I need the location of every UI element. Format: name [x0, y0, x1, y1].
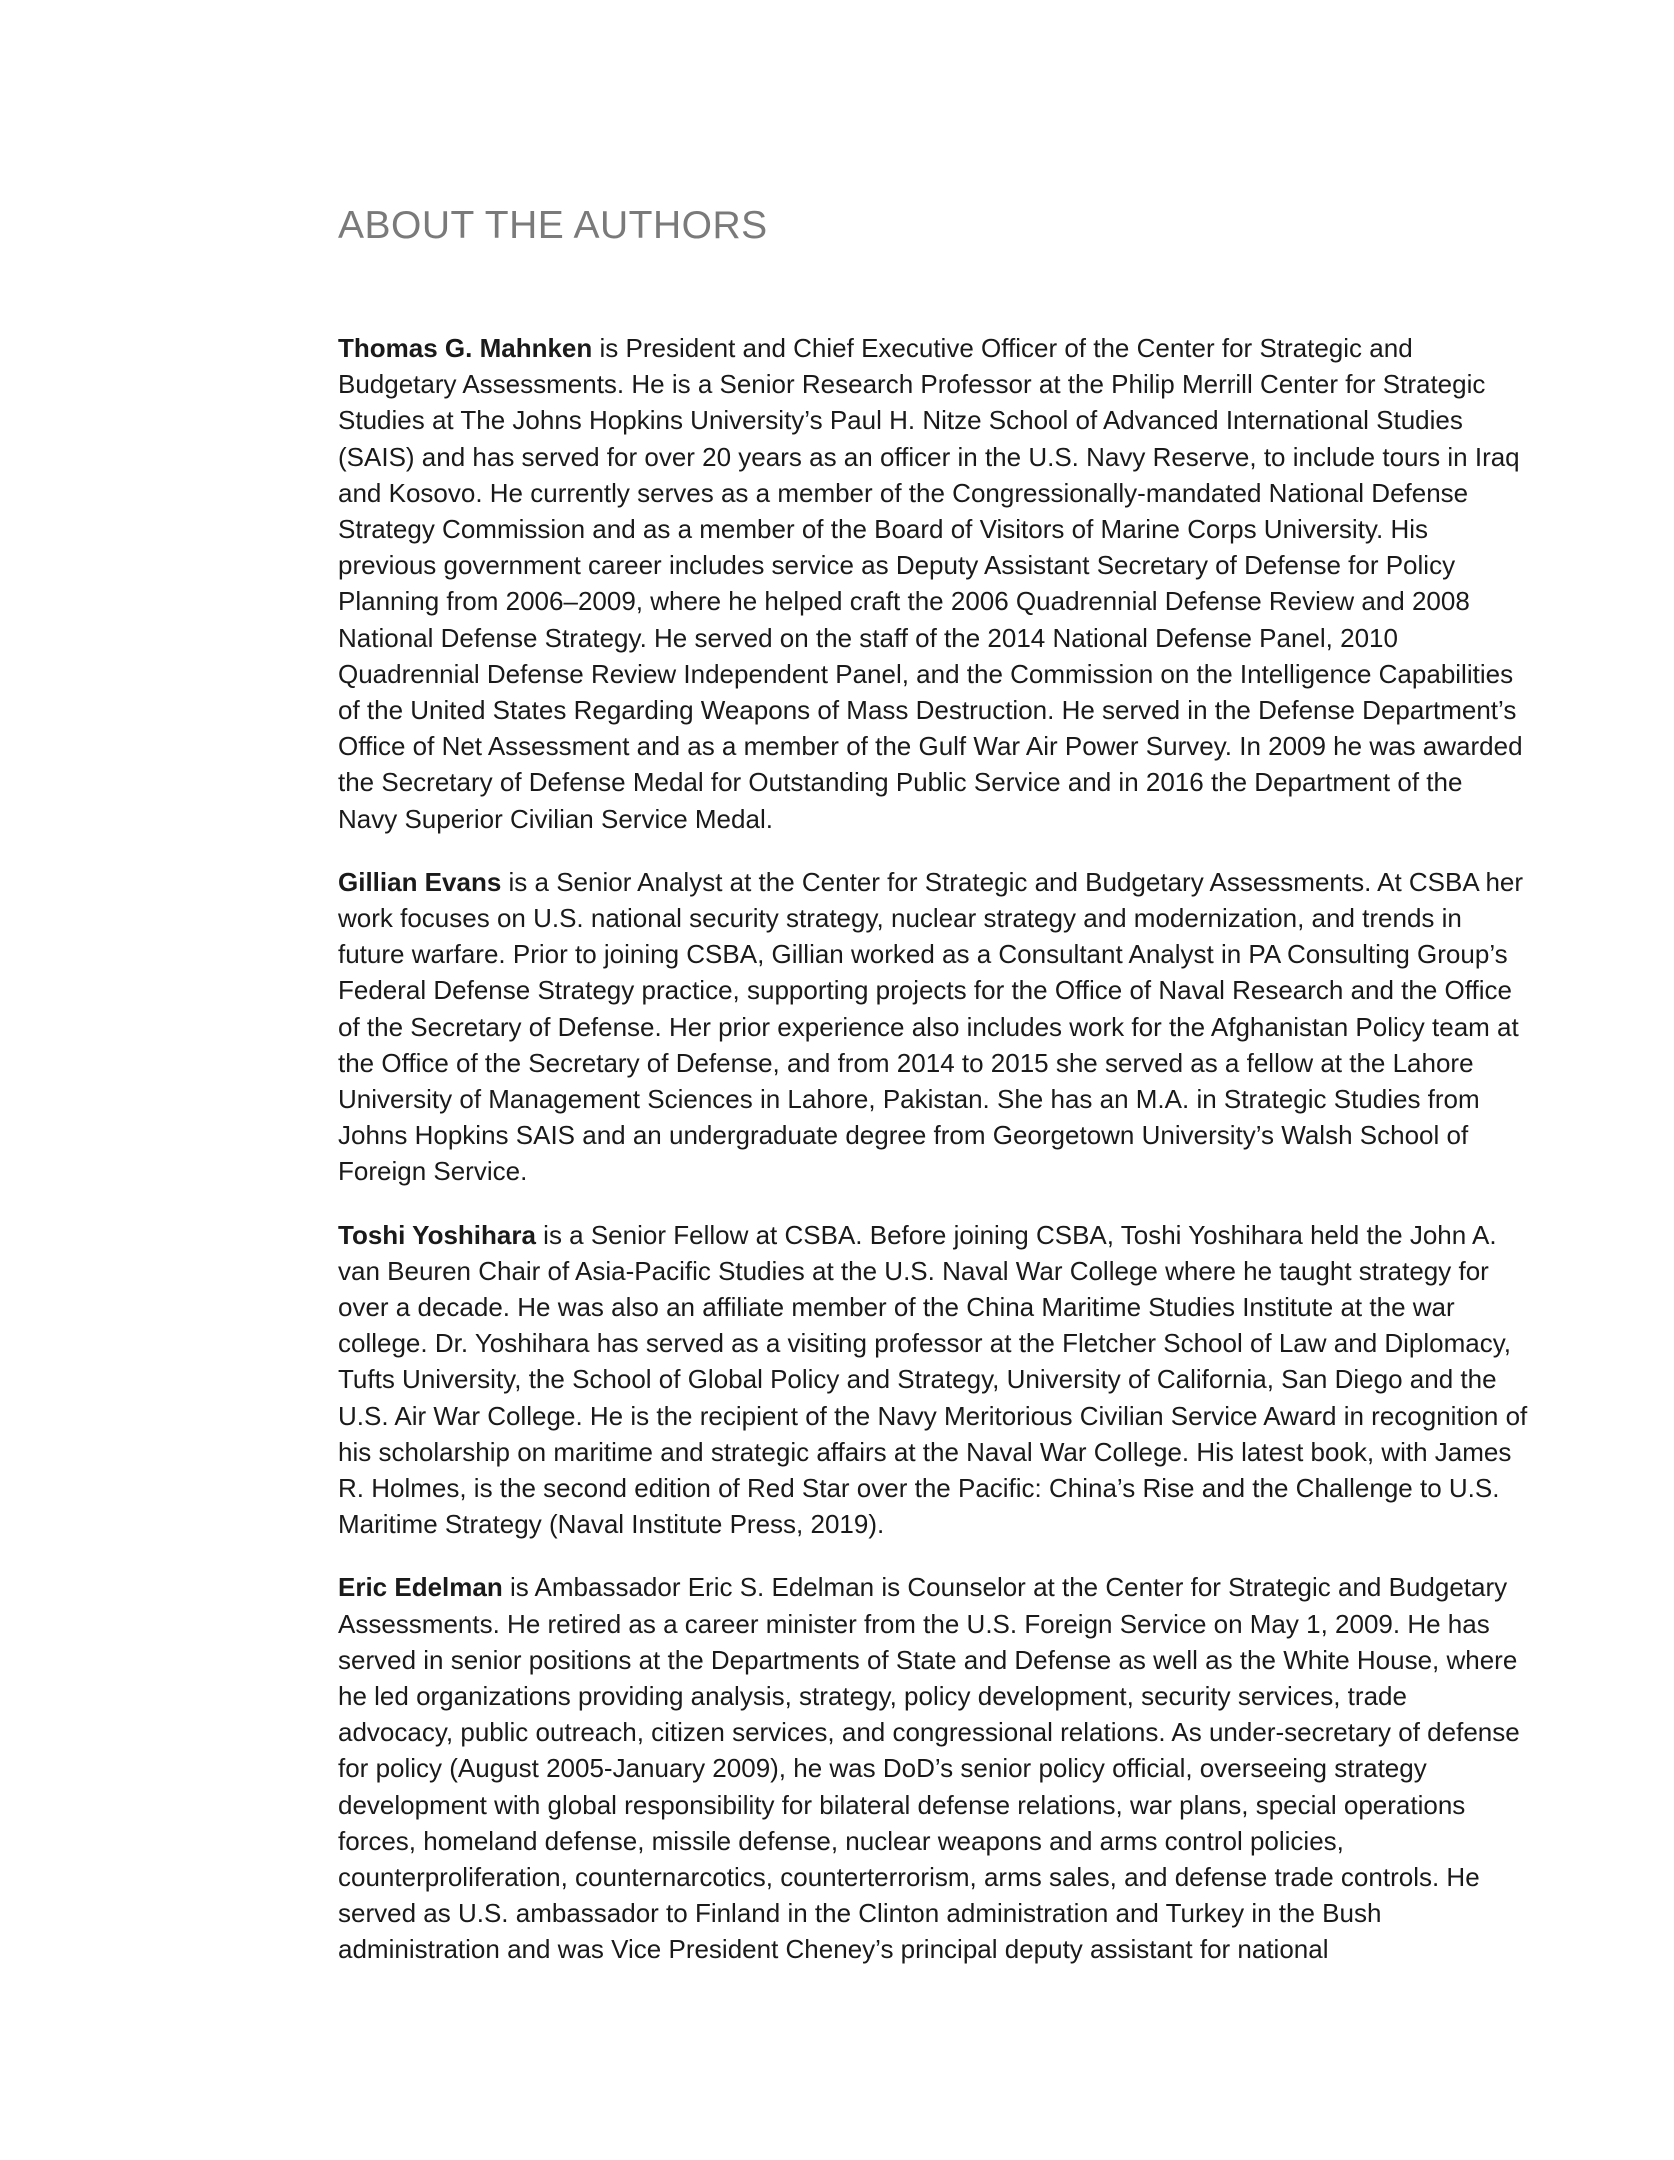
author-name: Toshi Yoshihara [338, 1219, 536, 1250]
document-page [338, 205, 1528, 1995]
author-bio-mahnken [338, 330, 1528, 837]
section-title: ABOUT THE AUTHORS [338, 204, 768, 247]
author-name: Eric Edelman [338, 1572, 503, 1603]
author-bio-text: is a Senior Fellow at CSBA. Before joining CSBA, Toshi Yoshihara held the John A. van Beuren Chair of Asia-Pacific Studies at the U.S. Naval War College where he taught strategy for over a decade. He was also an affiliate member of the China Maritime Studies Institute at the war college. Dr. Yoshihara has served as a visiting professor at the Fletcher School of Law and Diplomacy, Tufts University, the School of Global Policy and Strategy, University of California, San Diego and the U.S. Air War College. He is the recipient of the Navy Meritorious Civilian Service Award in recognition of his scholarship on maritime and strategic affairs at the Naval War College. His latest book, with James R. Holmes, is the second edition of Red Star over the Pacific: China’s Rise and the Challenge to U.S. Maritime Strategy (Naval Institute Press, 2019). [338, 1219, 1528, 1540]
author-bio-text: is President and Chief Executive Officer of the Center for Strategic and Budgetary Assessments. He is a Senior Research Professor at the Philip Merrill Center for Strategic Studies at The Johns Hopkins University’s Paul H. Nitze School of Advanced International Studies (SAIS) and has served for over 20 years as an officer in the U.S. Navy Reserve, to include tours in Iraq and Kosovo. He currently serves as a member of the Congressionally-mandated National Defense Strategy Commission and as a member of the Board of Visitors of Marine Corps University. His previous government career includes service as Deputy Assistant Secretary of Defense for Policy Planning from 2006–2009, where he helped craft the 2006 Quadrennial Defense Review and 2008 National Defense Strategy. He served on the staff of the 2014 National Defense Panel, 2010 Quadrennial Defense Review Independent Panel, and the Commission on the Intelligence Capabilities of the United States Regarding Weapons of Mass Destruction. He served in the Defense Department’s Office of Net Assessment and as a member of the Gulf War Air Power Survey. In 2009 he was awarded the Secretary of Defense Medal for Outstanding Public Service and in 2016 the Department of the Navy Superior Civilian Service Medal. [338, 332, 1523, 834]
author-bio-text: is a Senior Analyst at the Center for Strategic and Budgetary Assessments. At CSBA her work focuses on U.S. national security strategy, nuclear strategy and modernization, and trends in future warfare. Prior to joining CSBA, Gillian worked as a Consultant Analyst in PA Consulting Group’s Federal Defense Strategy practice, supporting projects for the Office of Naval Research and the Office of the Secretary of Defense. Her prior experience also includes work for the Afghanistan Policy team at the Office of the Secretary of Defense, and from 2014 to 2015 she served as a fellow at the Lahore University of Management Sciences in Lahore, Pakistan. She has an M.A. in Strategic Studies from Johns Hopkins SAIS and an undergraduate degree from Georgetown University’s Walsh School of Foreign Service. [338, 866, 1524, 1187]
author-bio-edelman [338, 1569, 1528, 1967]
author-bio-text: is Ambassador Eric S. Edelman is Counselor at the Center for Strategic and Budgetary Assessments. He retired as a career minister from the U.S. Foreign Service on May 1, 2009. He has served in senior positions at the Departments of State and Defense as well as the White House, where he led organizations providing analysis, strategy, policy development, security services, trade advocacy, public outreach, citizen services, and congressional relations. As under-secretary of defense for policy (August 2005-January 2009), he was DoD’s senior policy official, overseeing strategy development with global responsibility for bilateral defense relations, war plans, special operations forces, homeland defense, missile defense, nuclear weapons and arms control policies, counterproliferation, counternarcotics, counterterrorism, arms sales, and defense trade controls. He served as U.S. ambassador to Finland in the Clinton administration and Turkey in the Bush administration and was Vice President Cheney’s principal deputy assistant for national [338, 1572, 1520, 1965]
author-name: Gillian Evans [338, 866, 502, 897]
author-name: Thomas G. Mahnken [338, 332, 593, 363]
author-bio-yoshihara [338, 1217, 1528, 1543]
author-bio-evans [338, 864, 1528, 1190]
